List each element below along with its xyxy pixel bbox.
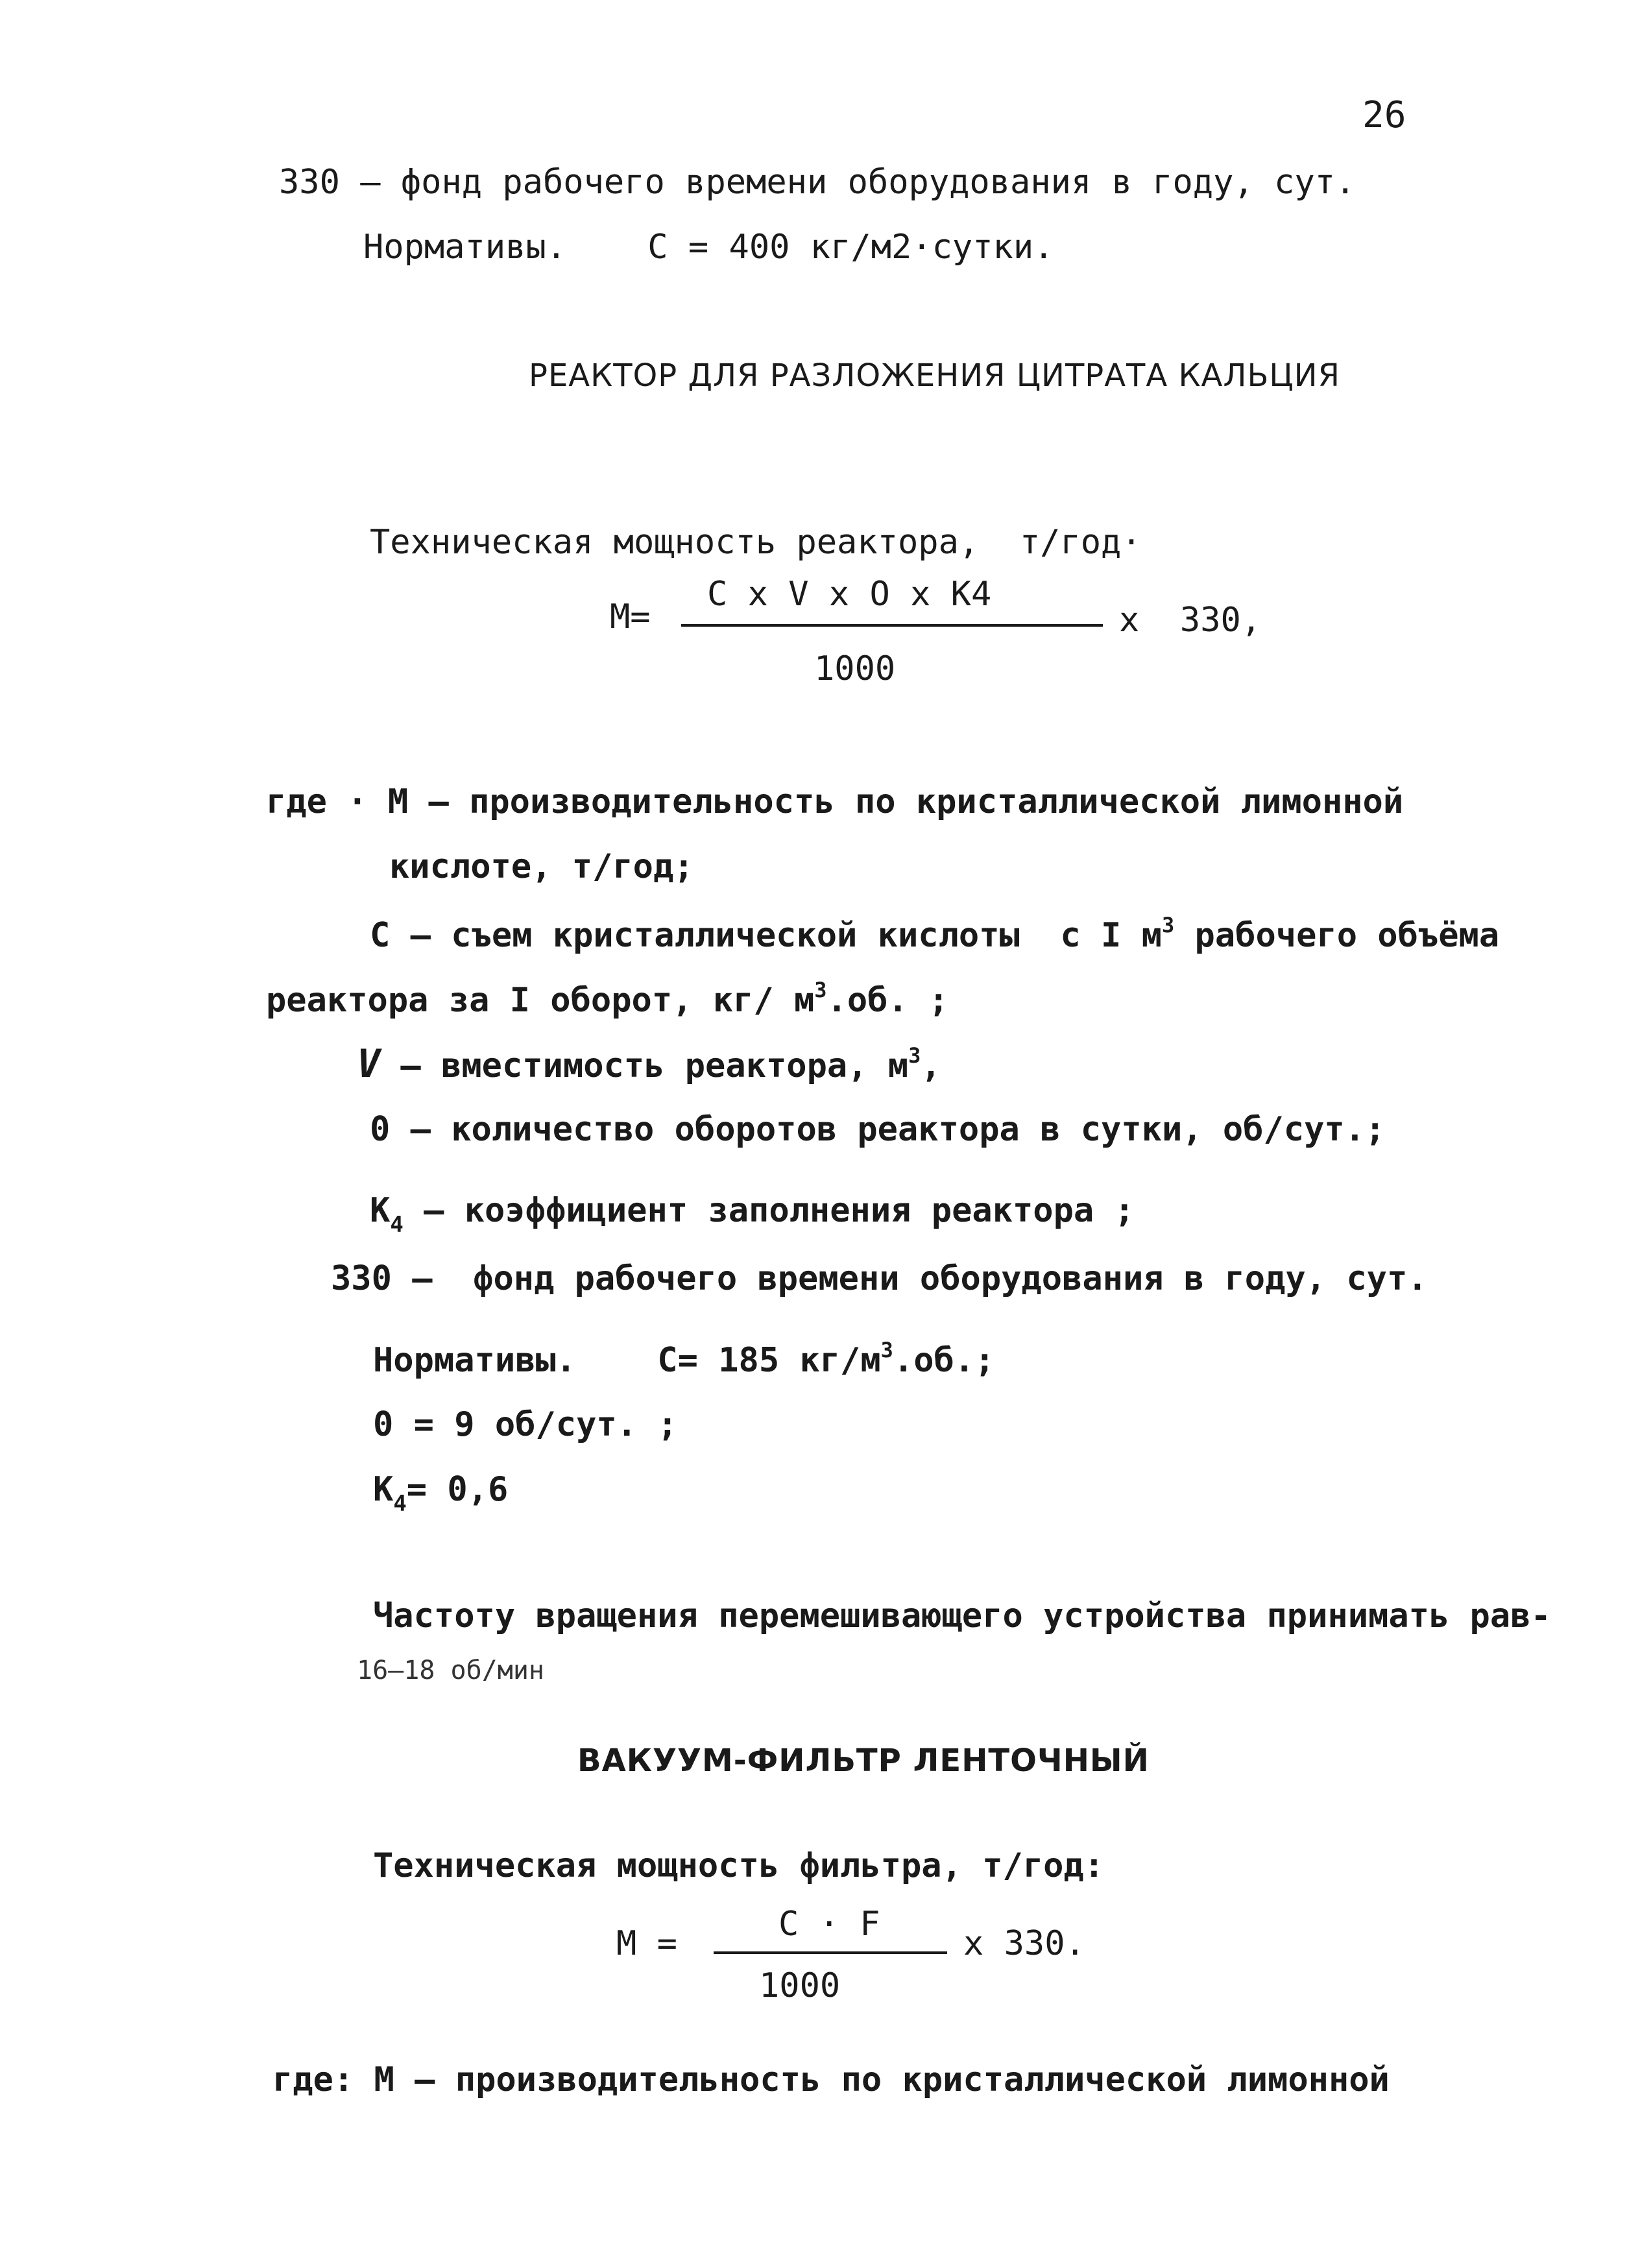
text-segment: Нормативы. С= 185 кг/м (373, 1341, 881, 1380)
subscript: 4 (390, 1212, 404, 1238)
formula-denominator: 1000 (759, 1966, 841, 2005)
text-line: Техническая мощность реактора, т/год· (370, 523, 1142, 562)
text-line (357, 1041, 941, 1087)
text-line-cut: 16–18 об/мин (357, 1658, 544, 1681)
text-segment: реактора за I оборот, кг/ м (266, 981, 815, 1020)
text-segment: = 0,6 (406, 1470, 509, 1509)
page-number: 26 (1362, 94, 1406, 136)
text-line: 330 – фонд рабочего времени оборудования в году, сут. (279, 163, 1356, 202)
text-segment: К (373, 1470, 394, 1509)
formula-denominator: 1000 (814, 649, 896, 688)
text-line: 330 – фонд рабочего времени оборудования в году, сут. (331, 1259, 1428, 1298)
formula-lhs: М= (610, 597, 651, 636)
text-line (370, 913, 1500, 955)
text-line: где · М – производительность по кристаллической лимонной (266, 782, 1404, 821)
text-segment: – коэффициент заполнения реактора ; (403, 1191, 1135, 1230)
superscript: 3 (814, 978, 827, 1002)
text-line: 0 – количество оборотов реактора в сутки, об/сут.; (370, 1110, 1386, 1149)
text-line (373, 1470, 509, 1517)
text-line: Частоту вращения перемешивающего устройства принимать рав- (373, 1597, 1551, 1635)
text-line: где: М – производительность по кристаллической лимонной (272, 2060, 1390, 2099)
text-segment: рабочего объёма (1174, 916, 1500, 955)
formula-numerator: С · F (778, 1905, 880, 1944)
text-segment: .об.; (893, 1341, 995, 1380)
text-segment: .об. ; (826, 981, 949, 1020)
text-segment: К (370, 1191, 391, 1230)
superscript: 3 (1161, 913, 1175, 937)
text-line (373, 1338, 995, 1380)
v-symbol: V (357, 1041, 381, 1087)
section-heading: ВАКУУМ-ФИЛЬТР ЛЕНТОЧНЫЙ (577, 1743, 1150, 1779)
text-segment: – вместимость реактора, м (380, 1046, 909, 1085)
fraction-bar (714, 1951, 947, 1954)
formula-rhs: x 330. (963, 1924, 1085, 1963)
text-line: кислоте, т/год; (389, 847, 694, 886)
superscript: 3 (880, 1338, 893, 1362)
superscript: 3 (908, 1043, 921, 1068)
text-line: Техническая мощность фильтра, т/год: (373, 1846, 1105, 1885)
text-line (266, 978, 949, 1020)
text-segment: С – съем кристаллической кислоты с I м (370, 916, 1162, 955)
text-line: 0 = 9 об/сут. ; (373, 1405, 678, 1444)
fraction-bar (681, 624, 1103, 627)
section-heading: РЕАКТОР ДЛЯ РАЗЛОЖЕНИЯ ЦИТРАТА КАЛЬЦИЯ (529, 357, 1340, 394)
text-line (370, 1191, 1135, 1238)
formula-rhs: x 330, (1119, 601, 1262, 640)
text-segment: , (921, 1046, 941, 1085)
formula-numerator: C x V x O x K4 (707, 575, 992, 614)
formula-lhs: М = (616, 1924, 677, 1963)
text-line: Нормативы. С = 400 кг/м2·сутки. (363, 228, 1054, 267)
subscript: 4 (393, 1491, 407, 1517)
